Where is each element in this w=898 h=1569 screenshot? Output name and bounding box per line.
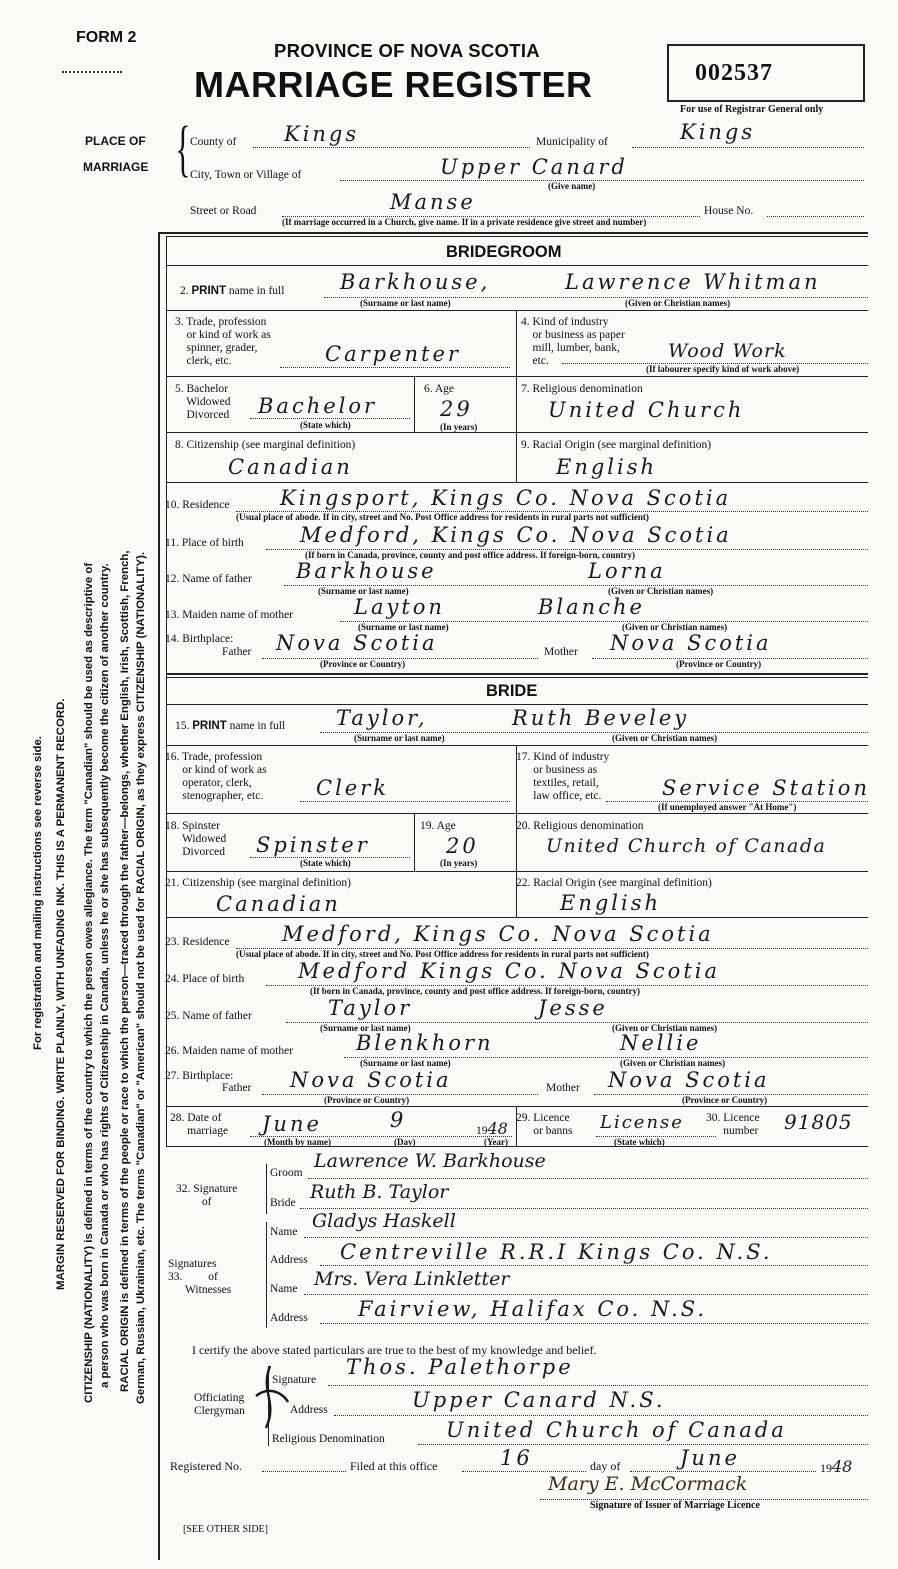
groom-trade: Carpenter	[325, 342, 461, 366]
filed-year	[820, 1457, 853, 1476]
county-line	[253, 147, 530, 148]
line	[328, 1385, 868, 1386]
groom-marital-status: Bachelor	[258, 394, 378, 418]
margin-racial-def-2: German, Russian, Ukrainian, etc. The terms "Canadian" or "American" should not be used for RACIAL ORIGIN, as they express CITIZENSHIP (NATIONALITY).	[135, 551, 147, 1404]
clergy-address-label: Address	[290, 1404, 328, 1416]
rule	[166, 376, 868, 377]
municipality-label: Municipality of	[536, 136, 608, 148]
form-top-inner	[166, 236, 868, 237]
col-divider	[414, 376, 415, 432]
clergy-signature: Thos. Palethorpe	[346, 1355, 574, 1379]
year-value: 48	[487, 1119, 508, 1138]
field-19-label: 19. Age	[420, 820, 456, 832]
field-2-label	[180, 285, 284, 298]
bride-signature: Ruth B. Taylor	[310, 1181, 449, 1203]
father-label: Father	[222, 646, 252, 658]
caption: (Usual place of abode. If in city, street and No. Post Office address for residents in rural parts not sufficient)	[236, 949, 649, 959]
field-24-label: 24. Place of birth	[165, 973, 245, 985]
field-28-label: 28. Date of marriage	[170, 1112, 229, 1137]
field-30-label: 30. Licence number	[706, 1112, 760, 1137]
municipality-line	[632, 147, 864, 148]
field-25-label: 25. Name of father	[165, 1010, 252, 1022]
margin-binding-note: MARGIN RESERVED FOR BINDING. WRITE PLAINLY, WITH UNFADING INK. THIS IS A PERMANENT RECORD.	[55, 698, 67, 1290]
line	[250, 418, 410, 419]
city-label: City, Town or Village of	[190, 169, 302, 181]
groom-religion: United Church	[548, 398, 745, 422]
bride-father-given: Jesse	[538, 996, 608, 1020]
rule	[166, 482, 868, 483]
street-label: Street or Road	[190, 205, 257, 217]
place-of-label: PLACE OF	[85, 134, 146, 148]
caption: (Surname or last name)	[320, 1023, 411, 1033]
field-15-print: PRINT	[192, 720, 227, 732]
groom-age: 29	[440, 397, 473, 421]
see-other-side: [SEE OTHER SIDE]	[183, 1524, 268, 1535]
bride-given-names: Ruth Beveley	[512, 706, 690, 730]
col-divider	[516, 310, 517, 376]
field-2-number: 2.	[180, 285, 189, 297]
margin-instructions: For registration and mailing instructions see reverse side.	[32, 736, 44, 1050]
groom-given-names: Lawrence Whitman	[565, 270, 821, 294]
punch-mark	[62, 71, 122, 73]
issuer-caption: Signature of Issuer of Marriage Licence	[590, 1500, 760, 1511]
groom-mother-surname: Layton	[354, 595, 445, 619]
line	[462, 1471, 586, 1472]
caption: (Given or Christian names)	[612, 733, 718, 743]
bride-surname: Taylor,	[336, 706, 428, 730]
field-23-label: 23. Residence	[165, 936, 230, 948]
caption: (Province or Country)	[320, 659, 406, 669]
field-17-label: 17. Kind of industry or business as textiles, retail, law office, etc.	[516, 751, 610, 802]
caption: (Province or Country)	[324, 1095, 410, 1105]
unemployed-caption: (If unemployed answer "At Home")	[658, 802, 797, 812]
witness2-address: Fairview, Halifax Co. N.S.	[358, 1297, 708, 1321]
caption: (If born in Canada, province, county and post office address. If foreign-born, country)	[310, 986, 641, 996]
line	[320, 1323, 868, 1324]
form-top-border	[158, 232, 868, 234]
day-caption: (Day)	[394, 1137, 416, 1147]
mother-label: Mother	[546, 1082, 580, 1094]
residence-caption: (Usual place of abode. If in city, street and No. Post Office address for residents in rural parts not sufficient)	[236, 512, 649, 522]
licence-or-banns: License	[600, 1112, 684, 1133]
col-divider	[516, 376, 517, 432]
birthplace-caption: (If born in Canada, province, county and post office address. If foreign-born, country)	[305, 550, 636, 560]
city-value: Upper Canard	[440, 155, 628, 179]
month-caption: (Month by name)	[264, 1137, 331, 1147]
field-15-label	[175, 720, 285, 733]
field-22-label: 22. Racial Origin (see marginal definition)	[516, 877, 712, 889]
street-value: Manse	[390, 190, 476, 214]
field-2-name-in-full: name in full	[228, 285, 285, 297]
groom-father-surname: Barkhouse	[296, 559, 437, 583]
filed-label: Filed at this office	[350, 1459, 438, 1473]
caption: (Surname or last name)	[360, 1058, 451, 1068]
field-20-label: 20. Religious denomination	[516, 820, 644, 832]
state-which-caption: (State which)	[300, 420, 351, 430]
day-of-label: day of	[590, 1459, 621, 1473]
county-label: County of	[190, 136, 237, 148]
denomination-label: Religious Denomination	[272, 1433, 385, 1445]
bride-birthplace: Medford Kings Co. Nova Scotia	[298, 959, 721, 983]
field-26-label: 26. Maiden name of mother	[165, 1045, 294, 1057]
registration-number-box	[667, 44, 865, 102]
clergy-denomination: United Church of Canada	[446, 1418, 787, 1442]
officiating-clergyman-label: Officiating Clergyman	[194, 1392, 245, 1417]
field-14-label: 14. Birthplace:	[165, 633, 234, 645]
field-3-label: 3. Trade, profession or kind of work as spinner, grader, clerk, etc.	[175, 316, 271, 367]
rule	[166, 310, 868, 311]
groom-mother-given: Blanche	[538, 595, 645, 619]
filed-day: 16	[500, 1446, 533, 1470]
bride-citizenship: Canadian	[216, 892, 341, 916]
groom-racial-origin: English	[556, 455, 658, 479]
house-number-label: House No.	[704, 205, 754, 217]
line	[418, 1444, 868, 1445]
year-caption: (Year)	[484, 1137, 508, 1147]
line	[304, 1294, 868, 1295]
groom-signature: Lawrence W. Barkhouse	[314, 1150, 546, 1172]
margin-racial-def: RACIAL ORIGIN is defined in terms of the people or race to which the person—traced through the father—belongs, whether English, Irish, Scottish, French,	[119, 550, 131, 1392]
given-caption: (Given or Christian names)	[625, 298, 731, 308]
rule	[166, 432, 868, 433]
bride-father-birthplace: Nova Scotia	[290, 1068, 452, 1092]
mother-label: Mother	[544, 646, 578, 658]
groom-industry: Wood Work	[668, 340, 787, 362]
bride-heading: BRIDE	[486, 682, 538, 700]
bride-mother-surname: Blenkhorn	[356, 1031, 494, 1055]
registered-no-label: Registered No.	[170, 1459, 242, 1473]
page-title: MARRIAGE REGISTER	[194, 64, 593, 105]
bride-religion: United Church of Canada	[546, 835, 827, 857]
caption: (State which)	[300, 858, 351, 868]
line	[334, 1415, 868, 1416]
marriage-month: June	[262, 1112, 322, 1136]
filed-month: June	[680, 1446, 740, 1470]
caption: (Given or Christian names)	[620, 1058, 726, 1068]
field-13-label: 13. Maiden name of mother	[165, 609, 294, 621]
caption: (Given or Christian names)	[612, 1023, 718, 1033]
witness1-name: Gladys Haskell	[312, 1210, 456, 1232]
field-21-label: 21. Citizenship (see marginal definition)	[165, 877, 351, 889]
field-16-label: 16. Trade, profession or kind of work as operator, clerk, stenographer, etc.	[165, 751, 267, 802]
field-7-label: 7. Religious denomination	[521, 383, 643, 395]
caption: (Given or Christian names)	[608, 586, 714, 596]
rule	[166, 677, 868, 678]
house-line	[767, 216, 864, 217]
line	[304, 1237, 868, 1238]
in-years-caption: (In years)	[440, 422, 478, 432]
rule	[166, 1146, 868, 1147]
col-divider	[414, 813, 415, 871]
field-18-label: 18. Spinster Widowed Divorced	[165, 820, 227, 858]
groom-mother-birthplace: Nova Scotia	[610, 631, 772, 655]
caption: (In years)	[440, 858, 478, 868]
line	[630, 1471, 816, 1472]
col-divider	[516, 432, 517, 482]
filed-year-value: 48	[832, 1457, 853, 1476]
groom-birthplace: Medford, Kings Co. Nova Scotia	[300, 523, 732, 547]
rule	[166, 1106, 868, 1107]
field-9-label: 9. Racial Origin (see marginal definition)	[521, 439, 712, 451]
give-name-caption: (Give name)	[548, 181, 596, 191]
registration-number: 002537	[695, 60, 773, 86]
clergy-signature-label: Signature	[272, 1374, 317, 1386]
bride-residence: Medford, Kings Co. Nova Scotia	[282, 922, 714, 946]
bracket	[266, 1164, 267, 1214]
rule	[166, 704, 868, 705]
field-10-label: 10. Residence	[165, 499, 230, 511]
witness2-name: Mrs. Vera Linkletter	[314, 1268, 510, 1290]
line	[320, 1265, 868, 1266]
field-12-label: 12. Name of father	[165, 573, 252, 585]
licence-number: 91805	[784, 1110, 853, 1134]
groom-father-birthplace: Nova Scotia	[276, 631, 438, 655]
rule	[166, 813, 868, 814]
field-32-label: 32. Signature of	[176, 1183, 238, 1208]
field-5-label: 5. Bachelor Widowed Divorced	[175, 383, 231, 421]
line	[280, 367, 510, 368]
line	[300, 1208, 868, 1209]
line	[300, 801, 510, 802]
bride-mother-birthplace: Nova Scotia	[608, 1068, 770, 1092]
marriage-year	[476, 1119, 508, 1138]
bridegroom-heading: BRIDEGROOM	[446, 243, 562, 261]
margin-citizenship-def-2: a person who was born in Canada or who has rights of Citizenship in Canada, unless he or she has subsequently become the citizen of another country.	[99, 563, 111, 1388]
form-left-border	[158, 232, 160, 1560]
bride-marital-status: Spinster	[256, 833, 370, 857]
street-note: (If marriage occurred in a Church, give name. If in a private residence give street and number)	[282, 217, 647, 227]
labourer-caption: (If labourer specify kind of work above)	[646, 364, 800, 374]
form-number: FORM 2	[76, 29, 137, 46]
brace: {	[175, 115, 191, 183]
line	[308, 1178, 868, 1179]
caption: (Province or Country)	[682, 1095, 768, 1105]
groom-father-given: Lorna	[588, 559, 666, 583]
groom-citizenship: Canadian	[228, 455, 353, 479]
groom-residence: Kingsport, Kings Co. Nova Scotia	[280, 486, 732, 510]
caption: (Surname or last name)	[354, 733, 445, 743]
field-2-print: PRINT	[191, 285, 226, 297]
certification-text: I certify the above stated particulars are true to the best of my knowledge and belief.	[192, 1343, 597, 1357]
bride-sig-label: Bride	[270, 1197, 296, 1209]
county-value: Kings	[284, 122, 360, 146]
caption: (State which)	[614, 1137, 665, 1147]
field-33-label: Signatures 33. of Witnesses	[168, 1258, 232, 1296]
margin-citizenship-def: CITIZENSHIP (NATIONALITY) is defined in terms of the country to which the person owes allegiance. The term "Canadian" should be used as descriptive of	[83, 562, 95, 1403]
ink-flourish	[252, 1362, 292, 1432]
caption: (Given or Christian names)	[622, 622, 728, 632]
field-15-name-in-full: name in full	[229, 720, 286, 732]
field-15-number: 15.	[175, 720, 190, 732]
witness2-name-label: Name	[270, 1283, 298, 1295]
field-8-label: 8. Citizenship (see marginal definition)	[175, 439, 356, 451]
bride-mother-given: Nellie	[620, 1031, 702, 1055]
rule	[166, 265, 868, 266]
witness1-address-label: Address	[270, 1254, 308, 1266]
clergy-address: Upper Canard N.S.	[412, 1388, 666, 1412]
witness1-name-label: Name	[270, 1226, 298, 1238]
marriage-label: MARRIAGE	[83, 160, 149, 174]
field-4-label: 4. Kind of industry or business as paper mill, lumber, bank, etc.	[521, 316, 625, 367]
field-6-label: 6. Age	[424, 383, 455, 395]
filed-year-prefix: 19	[820, 1461, 832, 1475]
year-prefix: 19	[476, 1125, 488, 1137]
witness1-address: Centreville R.R.I Kings Co. N.S.	[340, 1240, 773, 1264]
caption: (Surname or last name)	[318, 586, 409, 596]
rule	[166, 917, 868, 918]
groom-sig-label: Groom	[270, 1167, 303, 1179]
bride-industry: Service Station	[662, 776, 870, 800]
caption: (Province or Country)	[676, 659, 762, 669]
bride-father-surname: Taylor	[328, 996, 413, 1020]
rule	[166, 871, 868, 872]
groom-surname: Barkhouse,	[340, 270, 491, 294]
surname-caption: (Surname or last name)	[360, 298, 451, 308]
rule	[166, 673, 868, 675]
field-29-label: 29. Licence or banns	[516, 1112, 573, 1137]
registrar-note: For use of Registrar General only	[680, 104, 824, 115]
rule	[166, 745, 868, 746]
municipality-value: Kings	[680, 120, 756, 144]
caption: (Surname or last name)	[358, 622, 449, 632]
bride-age: 20	[446, 834, 479, 858]
field-27-label: 27. Birthplace:	[165, 1070, 234, 1082]
witness2-address-label: Address	[270, 1312, 308, 1324]
line	[262, 1471, 346, 1472]
bride-racial-origin: English	[560, 891, 662, 915]
father-label: Father	[222, 1082, 252, 1094]
city-line	[340, 180, 864, 181]
bracket	[266, 1222, 267, 1328]
issuer-signature: Mary E. McCormack	[548, 1473, 748, 1495]
marriage-day: 9	[390, 1108, 407, 1132]
field-11-label: 11. Place of birth	[165, 537, 244, 549]
bride-trade: Clerk	[316, 776, 389, 800]
province-title: PROVINCE OF NOVA SCOTIA	[274, 40, 540, 61]
